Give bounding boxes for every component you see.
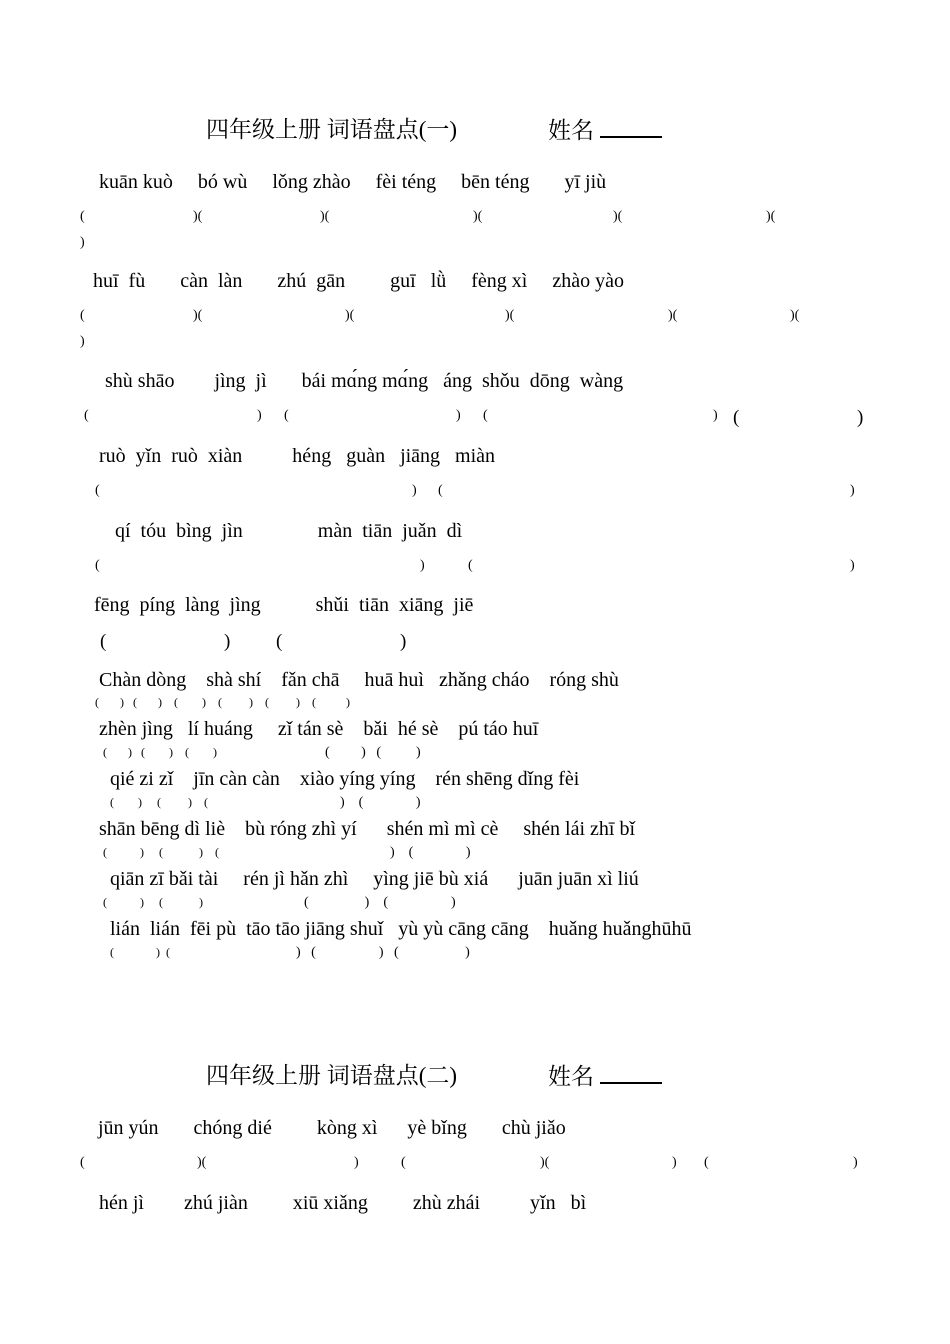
answer-brackets[interactable]: )( (193, 308, 203, 323)
pinyin-row: Chàn dòng shà shí fǎn chā huā huì zhǎng cháo róng shù (99, 669, 619, 691)
answer-brackets[interactable]: ) (412, 483, 417, 498)
answer-brackets[interactable]: ( ) ( ) ( (103, 845, 219, 859)
answer-brackets[interactable]: ( (80, 1155, 85, 1170)
answer-brackets[interactable]: ( ) ( ) ( (110, 795, 208, 809)
pinyin-row: hén jì zhú jiàn xiū xiǎng zhù zhái yǐn bì (99, 1192, 587, 1214)
pinyin-row: qí tóu bìng jìn màn tiān juǎn dì (115, 520, 463, 542)
answer-brackets[interactable]: )( (505, 308, 515, 323)
section1-title: 四年级上册 词语盘点(一) (206, 117, 458, 142)
pinyin-row: ruò yǐn ruò xiàn héng guàn jiāng miàn (99, 445, 496, 467)
answer-brackets[interactable]: ) (857, 407, 864, 428)
answer-brackets[interactable]: ( ) ( ) (103, 895, 203, 909)
name-label: 姓名 (548, 118, 594, 143)
section2-title: 四年级上册 词语盘点(二) (206, 1063, 458, 1088)
answer-brackets[interactable]: )( (540, 1155, 550, 1170)
pinyin-row: fēng píng làng jìng shǔi tiān xiāng jiē (94, 594, 474, 616)
answer-brackets[interactable]: ( (80, 209, 85, 224)
pinyin-row: qié zi zǐ jīn càn càn xiào yíng yíng rén shēng dǐng fèi (110, 768, 580, 790)
answer-brackets[interactable]: ) (224, 631, 231, 652)
answer-brackets[interactable]: ( (276, 631, 283, 652)
section1-name-field (548, 118, 662, 142)
answer-brackets[interactable]: ( ) ( ) ( ) (103, 745, 217, 759)
answer-brackets[interactable]: ( ) ( (110, 945, 170, 959)
pinyin-row: lián lián fēi pù tāo tāo jiāng shuǐ yù yù cāng cāng huǎng huǎnghūhū (110, 918, 692, 940)
answer-brackets[interactable]: )( (345, 308, 355, 323)
answer-brackets[interactable]: )( (193, 209, 203, 224)
answer-brackets[interactable]: ( (468, 558, 473, 573)
answer-brackets[interactable]: ( (401, 1155, 406, 1170)
pinyin-row: kuān kuò bó wù lǒng zhào fèi téng bēn téng yī jiù (99, 171, 607, 193)
answer-brackets[interactable]: )( (613, 209, 623, 224)
answer-brackets[interactable]: ) (456, 408, 461, 423)
answer-brackets[interactable]: ) ( ) ( ) (296, 945, 470, 960)
pinyin-row: shān bēng dì liè bù róng zhì yí shén mì mì cè shén lái zhī bǐ (99, 818, 636, 840)
answer-brackets[interactable]: ) (257, 408, 262, 423)
answer-brackets[interactable]: )( (320, 209, 330, 224)
answer-brackets[interactable]: ) ( ) (340, 795, 421, 810)
answer-brackets[interactable]: ) (853, 1155, 858, 1170)
answer-brackets[interactable]: ( (438, 483, 443, 498)
answer-brackets[interactable]: ( (704, 1155, 709, 1170)
answer-brackets[interactable]: ( ) ( ) (304, 895, 456, 910)
answer-brackets[interactable]: ) (80, 334, 85, 349)
answer-brackets[interactable]: ( ) ( ) ( ) ( ) ( ) ( ) (95, 695, 350, 709)
section2-name-field (548, 1064, 662, 1088)
answer-brackets[interactable]: ) (400, 631, 407, 652)
answer-brackets[interactable]: ( (80, 308, 85, 323)
pinyin-row: zhèn jìng lí huáng zǐ tán sè bǎi hé sè pú táo huī (99, 718, 539, 740)
answer-brackets[interactable]: ) (354, 1155, 359, 1170)
answer-brackets[interactable]: ) (672, 1155, 677, 1170)
answer-brackets[interactable]: ) (850, 558, 855, 573)
answer-brackets[interactable]: ( (284, 408, 289, 423)
answer-brackets[interactable]: ) ( ) (390, 845, 471, 860)
pinyin-row: huī fù càn làn zhú gān guī lǜ fèng xì zhào yào (93, 270, 624, 292)
answer-brackets[interactable]: ) (850, 483, 855, 498)
answer-brackets[interactable]: ) (80, 235, 85, 250)
name-label: 姓名 (548, 1064, 594, 1089)
answer-brackets[interactable]: )( (473, 209, 483, 224)
answer-brackets[interactable]: ( (84, 408, 89, 423)
name-underline[interactable] (600, 1064, 662, 1084)
answer-brackets[interactable]: ( (733, 407, 740, 428)
answer-brackets[interactable]: )( (766, 209, 776, 224)
answer-brackets[interactable]: ( (95, 558, 100, 573)
pinyin-row: jūn yún chóng dié kòng xì yè bǐng chù jiǎo (98, 1117, 566, 1139)
answer-brackets[interactable]: )( (197, 1155, 207, 1170)
answer-brackets[interactable]: )( (790, 308, 800, 323)
answer-brackets[interactable]: )( (668, 308, 678, 323)
answer-brackets[interactable]: ) (713, 408, 718, 423)
answer-brackets[interactable]: ( (483, 408, 488, 423)
name-underline[interactable] (600, 118, 662, 138)
answer-brackets[interactable]: ( (95, 483, 100, 498)
pinyin-row: shù shāo jìng jì bái mɑ́ng mɑ́ng áng shǒu dōng wàng (105, 370, 624, 392)
answer-brackets[interactable]: ) (420, 558, 425, 573)
answer-brackets[interactable]: ( (100, 631, 107, 652)
pinyin-row: qiān zī bǎi tài rén jì hǎn zhì yìng jiē bù xiá juān juān xì liú (110, 868, 639, 890)
answer-brackets[interactable]: ( ) ( ) (325, 745, 421, 760)
